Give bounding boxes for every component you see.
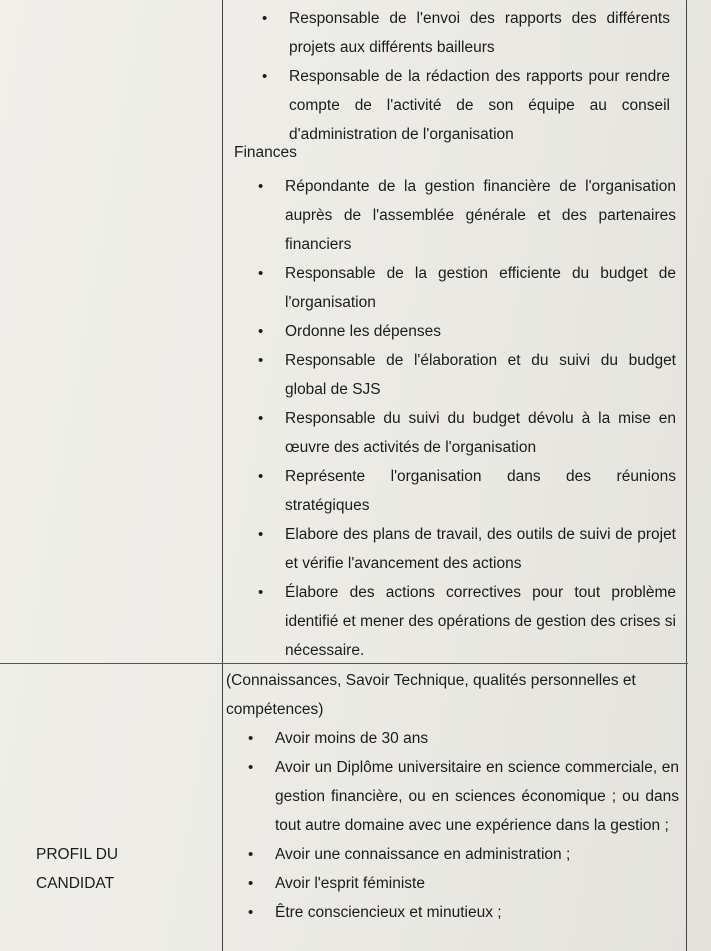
list-item: • Avoir l'esprit féministe xyxy=(275,869,679,898)
list-item: • Être consciencieux et minutieux ; xyxy=(275,898,679,927)
list-item: • Avoir un Diplôme universitaire en science commerciale, en gestion financière, ou en sciences économique ; ou dans tout autre domaine avec une expérience dans la gestion ; xyxy=(275,753,679,840)
table-left-column-divider xyxy=(222,0,223,951)
list-item: • Avoir moins de 30 ans xyxy=(275,724,679,753)
list-item: • Elabore des plans de travail, des outils de suivi de projet et vérifie l'avancement des actions xyxy=(285,520,676,578)
list-item: • Responsable du suivi du budget dévolu à la mise en œuvre des activités de l'organisation xyxy=(285,404,676,462)
finances-list xyxy=(285,172,676,665)
finances-block xyxy=(285,172,676,665)
profil-label xyxy=(36,840,118,898)
roles-list xyxy=(289,4,670,149)
list-item: • Ordonne les dépenses xyxy=(285,317,676,346)
list-item: • Élabore des actions correctives pour tout problème identifié et mener des opérations de gestion des crises si nécessaire. xyxy=(285,578,676,665)
list-item: • Responsable de la rédaction des rapports pour rendre compte de l'activité de son équipe au conseil d'administration de l'organisation xyxy=(289,62,670,149)
profil-label-line1: PROFIL DU xyxy=(36,846,119,863)
finances-heading: Finances xyxy=(234,144,297,161)
list-item: • Répondante de la gestion financière de l'organisation auprès de l'assemblée générale et des partenaires financiers xyxy=(285,172,676,259)
profil-label-line2: CANDIDAT xyxy=(36,875,115,892)
profil-intro: (Connaissances, Savoir Technique, qualités personnelles et compétences) xyxy=(226,672,636,718)
profil-list xyxy=(275,724,679,927)
list-item: • Responsable de la gestion efficiente du budget de l'organisation xyxy=(285,259,676,317)
list-item: • Représente l'organisation dans des réunions stratégiques xyxy=(285,462,676,520)
roles-block xyxy=(289,4,670,149)
profil-block xyxy=(275,724,679,927)
list-item: • Avoir une connaissance en administration ; xyxy=(275,840,679,869)
list-item: • Responsable de l'envoi des rapports des différents projets aux différents bailleurs xyxy=(289,4,670,62)
table-right-border xyxy=(686,0,687,951)
list-item: • Responsable de l'élaboration et du suivi du budget global de SJS xyxy=(285,346,676,404)
